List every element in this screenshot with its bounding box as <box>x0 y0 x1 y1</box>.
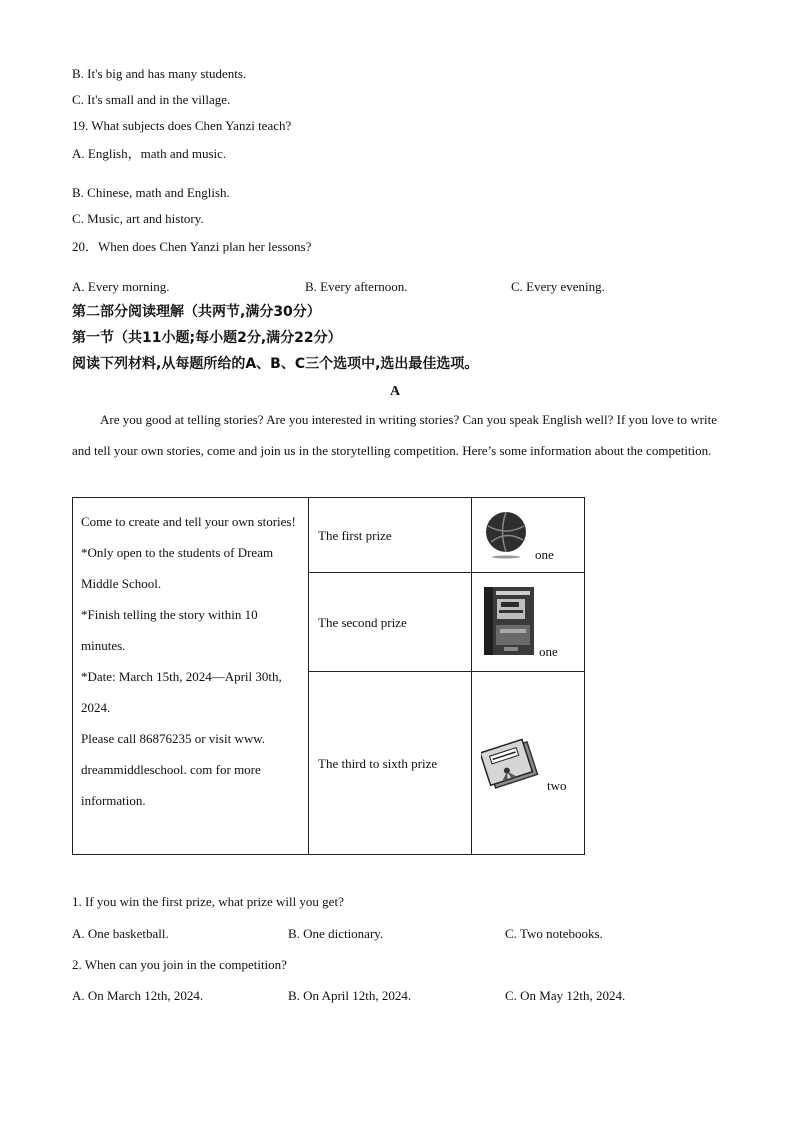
second-prize-cell <box>472 573 585 672</box>
third-prize-cell <box>472 672 585 855</box>
q19-option-c[interactable]: C. Music, art and history. <box>72 211 204 226</box>
q18-option-c[interactable]: C. It's small and in the village. <box>72 92 231 107</box>
rules-line: *Finish telling the story within 10 minutes. <box>81 607 258 653</box>
q19-option-a[interactable]: A. English，math and music. <box>72 146 227 161</box>
first-prize-label: The first prize <box>309 498 472 573</box>
q20-option-b[interactable]: B. Every afternoon. <box>305 279 408 294</box>
second-prize-label: The second prize <box>309 573 472 672</box>
q1-question: 1. If you win the first prize, what prize will you get? <box>72 894 344 909</box>
third-to-sixth-prize-label: The third to sixth prize <box>309 672 472 855</box>
second-prize-quantity: one <box>539 644 558 659</box>
q2-option-b[interactable]: B. On April 12th, 2024. <box>288 988 412 1003</box>
first-prize-quantity: one <box>535 547 554 562</box>
q2-question: 2. When can you join in the competition? <box>72 957 287 972</box>
rules-line: *Only open to the students of Dream Middle School. <box>81 545 274 591</box>
q19-question: 19. What subjects does Chen Yanzi teach? <box>72 118 292 133</box>
competition-table <box>72 497 585 855</box>
q20-option-c[interactable]: C. Every evening. <box>511 279 605 294</box>
q19-option-b[interactable]: B. Chinese, math and English. <box>72 185 230 200</box>
basketball-icon <box>483 510 531 560</box>
q20-question: 20．When does Chen Yanzi plan her lessons? <box>72 239 312 254</box>
rules-line: Come to create and tell your own stories! <box>81 514 296 529</box>
dictionary-icon <box>482 585 538 659</box>
third-prize-quantity: two <box>547 778 567 793</box>
rules-line: Please call 86876235 or visit www. dreammiddleschool. com for more information. <box>81 731 266 808</box>
notebook-icon <box>481 734 545 792</box>
q2-option-a[interactable]: A. On March 12th, 2024. <box>72 988 204 1003</box>
q2-option-c[interactable]: C. On May 12th, 2024. <box>505 988 626 1003</box>
part-two-header: 第二部分阅读理解（共两节,满分30分） <box>72 304 321 320</box>
first-prize-cell <box>472 498 585 573</box>
passage-intro: Are you good at telling stories? Are you interested in writing stories? Can you speak English well? If you love to write and tell your own stories, come and join us in the storytelling competition. Here’s some information about the competition. <box>72 412 718 458</box>
q18-option-b[interactable]: B. It's big and has many students. <box>72 66 247 81</box>
q1-option-b[interactable]: B. One dictionary. <box>288 926 384 941</box>
instruction-text: 阅读下列材料,从每题所给的A、B、C三个选项中,选出最佳选项。 <box>72 356 479 372</box>
passage-label: A <box>390 384 401 399</box>
q1-option-a[interactable]: A. One basketball. <box>72 926 169 941</box>
q1-option-c[interactable]: C. Two notebooks. <box>505 926 603 941</box>
competition-rules <box>73 498 309 855</box>
section-one-header: 第一节（共11小题;每小题2分,满分22分） <box>72 330 342 346</box>
rules-line: *Date: March 15th, 2024—April 30th, 2024. <box>81 669 282 715</box>
q20-option-a[interactable]: A. Every morning. <box>72 279 170 294</box>
